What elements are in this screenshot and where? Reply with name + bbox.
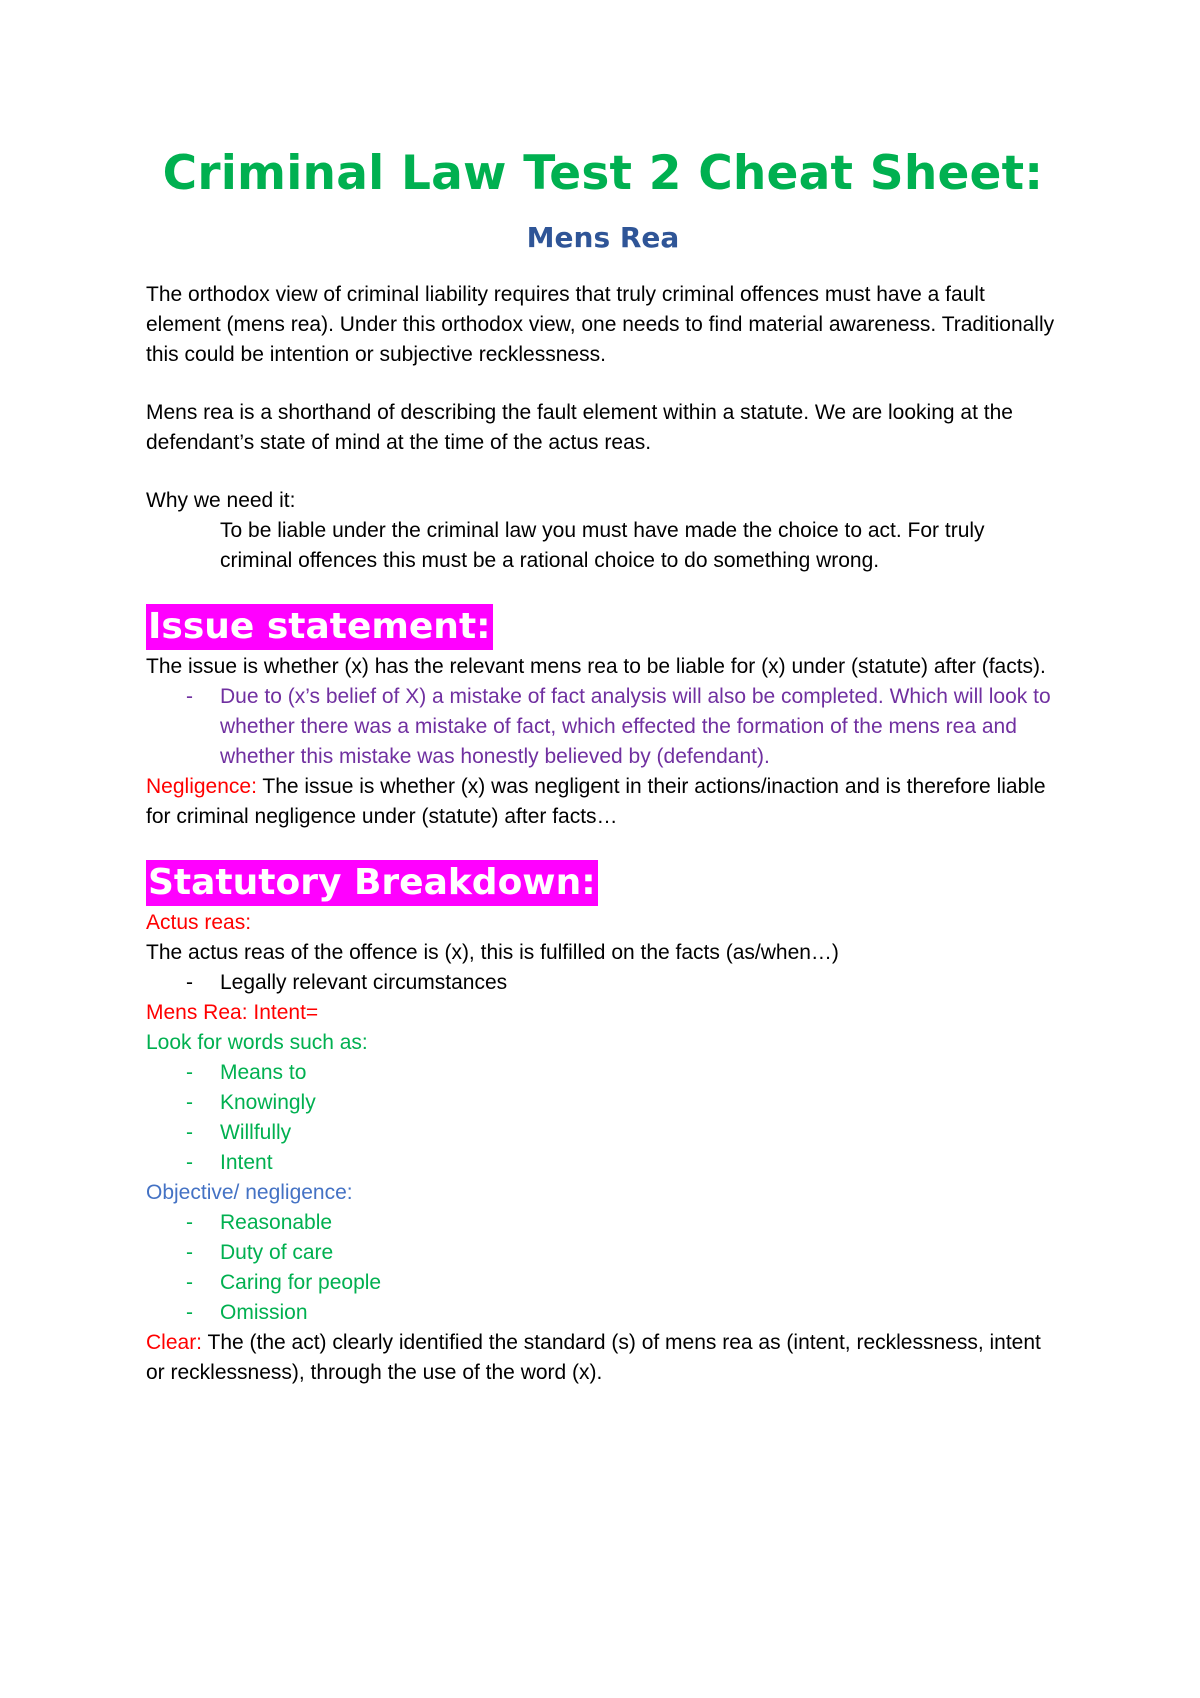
dash-bullet: -: [186, 1301, 193, 1324]
clear-paragraph: [146, 1328, 1060, 1388]
dash-bullet: -: [186, 1061, 193, 1084]
dash-bullet: -: [186, 1091, 193, 1114]
intent-words-list: [146, 1058, 1060, 1178]
list-item: [146, 1088, 1060, 1118]
mistake-of-fact-text: Due to (x’s belief of X) a mistake of fact analysis will also be completed. Which will look to whether there was a mistake of fact, which effected the formation of the mens rea and whether this mistake was honestly believed by (defendant).: [220, 685, 1051, 768]
intent-label: Mens Rea: Intent=: [146, 1001, 319, 1024]
page-subtitle: Mens Rea: [526, 221, 680, 254]
issue-text: The issue is whether (x) has the relevant mens rea to be liable for (x) under (statute) after (facts).: [146, 655, 1046, 678]
why-text: To be liable under the criminal law you must have made the choice to act. For truly criminal offences this must be a rational choice to do something wrong.: [220, 519, 985, 572]
statutory-heading-wrap: [146, 860, 1060, 906]
objective-word: Omission: [220, 1301, 308, 1324]
issue-heading-wrap: [146, 604, 1060, 650]
intro-paragraph-1: The orthodox view of criminal liability requires that truly criminal offences must have a fault element (mens rea). Under this orthodox view, one needs to find material awareness. Traditionally this could be intention or subjective recklessness.: [146, 283, 1055, 366]
intent-word: Knowingly: [220, 1091, 316, 1114]
intent-word: Means to: [220, 1061, 307, 1084]
clear-text: The (the act) clearly identified the standard (s) of mens rea as (intent, recklessness, intent or recklessness), through the use of the word (x).: [146, 1331, 1041, 1384]
dash-bullet: -: [186, 1241, 193, 1264]
negligence-text: The issue is whether (x) was negligent in their actions/inaction and is therefore liable for criminal negligence under (statute) after facts…: [146, 775, 1046, 828]
dash-bullet: -: [186, 1151, 193, 1174]
look-for-label: Look for words such as:: [146, 1031, 368, 1054]
actus-bullet-list: [146, 968, 1060, 998]
dash-bullet: -: [186, 1211, 193, 1234]
dash-bullet: -: [186, 685, 193, 708]
objective-word: Caring for people: [220, 1271, 382, 1294]
why-label: Why we need it:: [146, 489, 296, 512]
actus-label: Actus reas:: [146, 911, 252, 934]
actus-bullet-text: Legally relevant circumstances: [220, 971, 508, 994]
list-item: [146, 968, 1060, 998]
list-item: [146, 1208, 1060, 1238]
dash-bullet: -: [186, 971, 193, 994]
clear-label: Clear:: [146, 1331, 203, 1354]
actus-text: The actus reas of the offence is (x), this is fulfilled on the facts (as/when…): [146, 941, 839, 964]
list-item: [146, 682, 1060, 772]
page-title: Criminal Law Test 2 Cheat Sheet:: [162, 146, 1044, 201]
intro-paragraph-2: Mens rea is a shorthand of describing the fault element within a statute. We are looking at the defendant’s state of mind at the time of the actus reas.: [146, 401, 1013, 454]
objective-words-list: [146, 1208, 1060, 1328]
list-item: [146, 1118, 1060, 1148]
list-item: [146, 1238, 1060, 1268]
list-item: [146, 1298, 1060, 1328]
negligence-paragraph: [146, 772, 1060, 832]
issue-bullet-list: [146, 682, 1060, 772]
dash-bullet: -: [186, 1121, 193, 1144]
objective-word: Reasonable: [220, 1211, 333, 1234]
list-item: [146, 1148, 1060, 1178]
intent-word: Willfully: [220, 1121, 292, 1144]
issue-heading: Issue statement:: [146, 604, 493, 650]
list-item: [146, 1058, 1060, 1088]
list-item: [146, 1268, 1060, 1298]
dash-bullet: -: [186, 1271, 193, 1294]
negligence-label: Negligence:: [146, 775, 257, 798]
statutory-heading: Statutory Breakdown:: [146, 860, 598, 906]
objective-word: Duty of care: [220, 1241, 334, 1264]
objective-label: Objective/ negligence:: [146, 1181, 353, 1204]
intent-word: Intent: [220, 1151, 273, 1174]
